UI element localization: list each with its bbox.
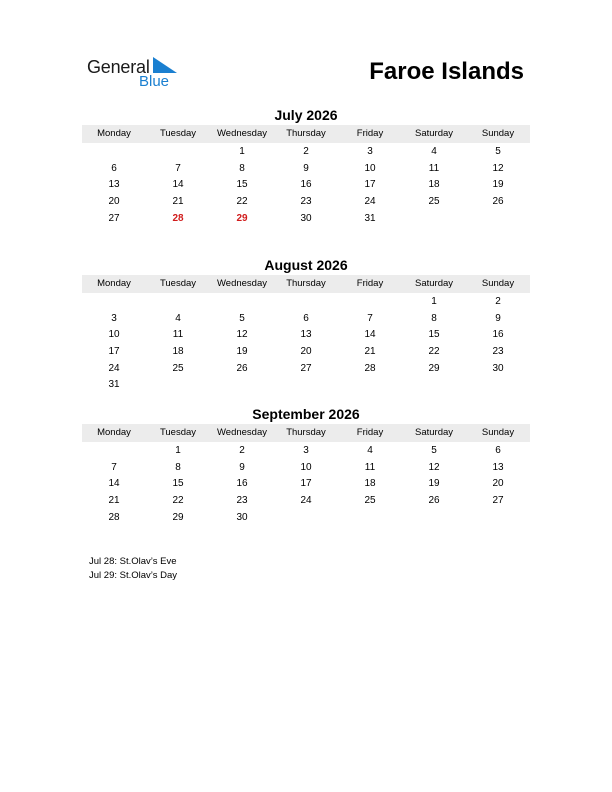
day-cell: 20 [492,478,504,490]
day-cell: 3 [111,312,117,324]
day-cell: 3 [303,445,309,456]
day-cell: 22 [236,196,248,208]
day-cell: 2 [239,445,245,456]
day-cell [146,294,210,311]
day-cell: 7 [175,162,181,174]
week-row [82,294,530,311]
day-cell: 4 [175,312,181,324]
day-cell: 10 [300,461,312,473]
weekday-label: Tuesday [159,427,197,438]
day-cell: 18 [172,346,184,358]
day-cell: 16 [300,179,312,191]
day-cell [466,510,530,527]
weekday-label: Thursday [286,427,326,438]
day-cell [402,377,466,394]
weekday-header [82,424,530,442]
weekday-label: Saturday [414,278,454,289]
weekday-label: Sunday [481,427,515,438]
day-cell: 27 [492,495,504,507]
day-cell: 6 [495,445,501,456]
week-row [82,211,530,228]
day-cell [338,510,402,527]
day-cell: 10 [108,329,120,341]
week-row [82,144,530,161]
day-cell: 22 [172,495,184,507]
day-cell: 26 [492,196,504,208]
day-cell: 17 [300,478,312,490]
day-cell: 22 [428,346,440,358]
logo-text-general: General [87,57,150,77]
holiday-note: Jul 29: St.Olav’s Day [89,570,178,581]
week-row [82,177,530,194]
week-row [82,194,530,211]
day-cell: 5 [495,146,501,157]
weekday-label: Thursday [286,278,326,289]
day-cell [82,144,146,161]
day-cell: 7 [111,461,117,473]
day-cell: 1 [431,296,437,307]
day-cell: 21 [108,495,120,507]
week-row [82,510,530,527]
month-days [82,143,530,227]
day-cell: 29 [236,212,248,224]
month-title: August 2026 [264,257,348,273]
day-cell: 18 [364,478,376,490]
day-cell: 11 [172,329,184,341]
day-cell [402,211,466,228]
week-row [82,460,530,477]
logo-triangle-icon [153,57,177,73]
weekday-label: Friday [356,427,384,438]
week-row [82,476,530,493]
day-cell: 5 [239,312,245,324]
day-cell: 4 [431,146,437,157]
day-cell [402,510,466,527]
day-cell: 14 [364,329,376,341]
day-cell [466,377,530,394]
day-cell: 21 [364,346,376,358]
weekday-label: Tuesday [159,278,197,289]
day-cell [146,144,210,161]
day-cell [466,211,530,228]
day-cell: 24 [300,495,312,507]
day-cell: 8 [239,162,245,174]
weekday-label: Monday [97,427,131,438]
month-calendar [82,256,530,394]
day-cell: 4 [367,445,373,456]
day-cell: 15 [236,179,248,191]
day-cell: 15 [172,478,184,490]
day-cell: 17 [364,179,376,191]
day-cell: 18 [428,179,440,191]
weekday-label: Monday [97,128,131,139]
weekday-label: Tuesday [159,128,197,139]
day-cell: 1 [175,445,181,456]
weekday-header [82,125,530,143]
day-cell: 17 [108,346,120,358]
weekday-label: Wednesday [217,128,267,139]
day-cell [274,294,338,311]
day-cell: 7 [367,312,373,324]
day-cell: 28 [172,212,184,224]
day-cell: 15 [428,329,440,341]
day-cell: 13 [108,179,120,191]
day-cell: 27 [300,362,312,374]
week-row [82,377,530,394]
month-days [82,442,530,526]
day-cell: 2 [495,296,501,307]
logo [87,55,187,95]
day-cell: 26 [236,362,248,374]
day-cell: 13 [300,329,312,341]
day-cell: 28 [108,511,120,523]
day-cell: 8 [431,312,437,324]
day-cell [338,377,402,394]
day-cell: 27 [108,212,120,224]
day-cell: 10 [364,162,376,174]
day-cell: 3 [367,146,373,157]
country-title: Faroe Islands [369,58,524,85]
week-row [82,361,530,378]
week-row [82,311,530,328]
day-cell: 20 [300,346,312,358]
day-cell: 20 [108,196,120,208]
weekday-label: Friday [356,278,384,289]
day-cell: 25 [172,362,184,374]
holiday-note: Jul 28: St.Olav’s Eve [89,556,177,567]
day-cell: 14 [172,179,184,191]
day-cell: 9 [239,461,245,473]
day-cell [210,377,274,394]
day-cell: 12 [428,461,440,473]
week-row [82,344,530,361]
day-cell [210,294,274,311]
day-cell: 9 [495,312,501,324]
month-title: September 2026 [252,406,360,422]
weekday-header [82,275,530,293]
day-cell [82,294,146,311]
holiday-notes [89,555,177,583]
day-cell: 30 [300,212,312,224]
day-cell: 19 [236,346,248,358]
day-cell: 30 [236,511,248,523]
day-cell: 19 [492,179,504,191]
day-cell [274,377,338,394]
day-cell: 28 [364,362,376,374]
day-cell: 30 [492,362,504,374]
weekday-label: Saturday [414,427,454,438]
day-cell: 31 [364,212,376,224]
day-cell: 12 [236,329,248,341]
day-cell: 11 [364,461,376,473]
day-cell: 29 [428,362,440,374]
day-cell: 8 [175,461,181,473]
day-cell: 12 [492,162,504,174]
day-cell: 19 [428,478,440,490]
month-calendar [82,405,530,526]
day-cell [338,294,402,311]
day-cell: 1 [239,146,245,157]
day-cell: 23 [492,346,504,358]
day-cell: 16 [236,478,248,490]
weekday-label: Sunday [481,128,515,139]
day-cell [146,377,210,394]
day-cell: 13 [492,461,504,473]
week-row [82,443,530,460]
day-cell: 29 [172,511,184,523]
day-cell: 23 [236,495,248,507]
day-cell: 24 [364,196,376,208]
day-cell: 25 [364,495,376,507]
day-cell: 2 [303,146,309,157]
day-cell: 14 [108,478,120,490]
weekday-label: Wednesday [217,427,267,438]
weekday-label: Monday [97,278,131,289]
month-title: July 2026 [274,107,338,123]
day-cell: 31 [108,379,120,391]
day-cell [82,443,146,460]
day-cell: 16 [492,329,504,341]
weekday-label: Sunday [481,278,515,289]
day-cell: 23 [300,196,312,208]
month-calendar [82,106,530,227]
day-cell: 26 [428,495,440,507]
weekday-label: Wednesday [217,278,267,289]
weekday-label: Friday [356,128,384,139]
day-cell [274,510,338,527]
weekday-label: Saturday [414,128,454,139]
day-cell: 25 [428,196,440,208]
logo-text-blue: Blue [139,73,170,90]
weekday-label: Thursday [286,128,326,139]
week-row [82,493,530,510]
day-cell: 21 [172,196,184,208]
month-days [82,293,530,394]
week-row [82,327,530,344]
day-cell: 24 [108,362,120,374]
day-cell: 6 [111,162,117,174]
day-cell: 5 [431,445,437,456]
day-cell: 11 [428,162,440,174]
day-cell: 9 [303,162,309,174]
week-row [82,161,530,178]
day-cell: 6 [303,312,309,324]
